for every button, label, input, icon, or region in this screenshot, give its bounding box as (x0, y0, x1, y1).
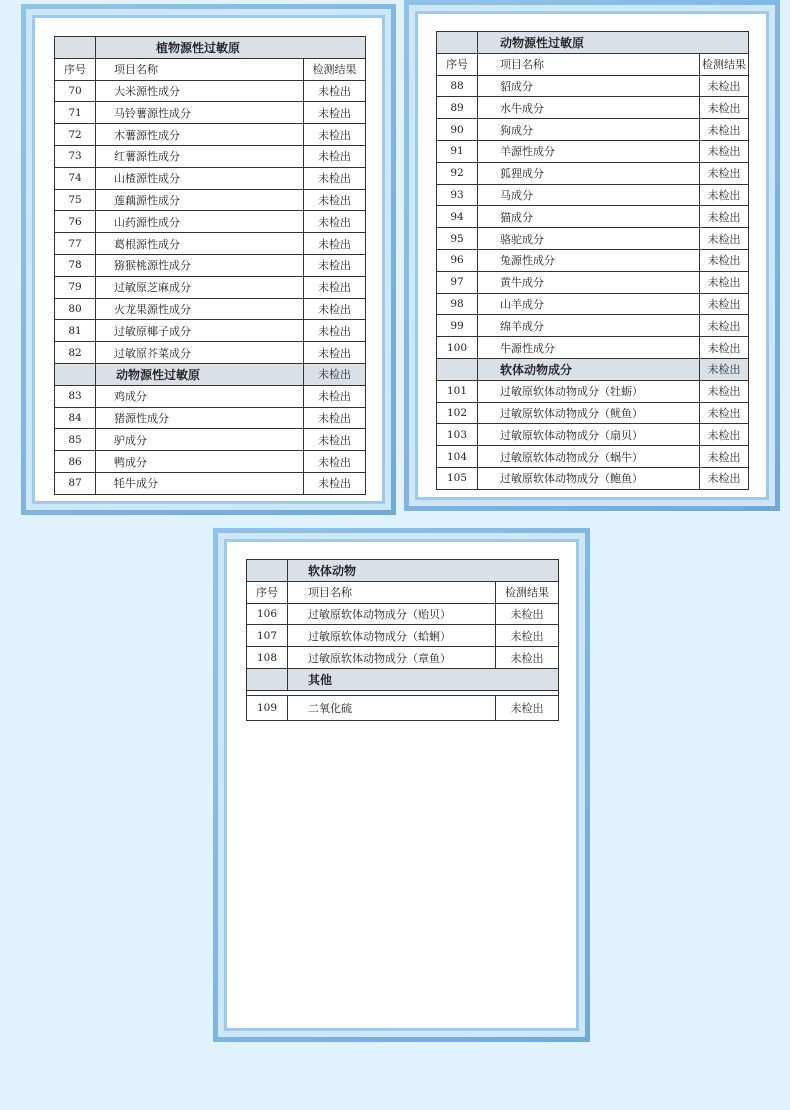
report-panel-2 (404, 0, 780, 511)
column-header-row (247, 581, 559, 603)
column-header-row (55, 58, 366, 80)
allergen-table-3 (246, 559, 559, 721)
table-row (437, 467, 749, 489)
section-header (247, 668, 559, 690)
row-item-name: 山药源性成分 (96, 211, 304, 233)
row-number: 83 (55, 385, 96, 407)
row-number: 99 (437, 315, 478, 337)
row-result: 未检出 (700, 402, 749, 424)
section-result: 未检出 (304, 363, 366, 385)
row-item-name: 水牛成分 (478, 97, 700, 119)
section-header (247, 560, 559, 582)
row-result: 未检出 (304, 102, 366, 124)
table-row (55, 451, 366, 473)
section-title: 动物源性过敏原 (96, 363, 304, 385)
row-result: 未检出 (700, 228, 749, 250)
row-item-name: 过敏原软体动物成分（蜗牛） (478, 446, 700, 468)
row-number: 95 (437, 228, 478, 250)
row-number: 105 (437, 467, 478, 489)
section-header (437, 32, 749, 54)
row-number: 107 (247, 625, 288, 647)
row-result: 未检出 (304, 80, 366, 102)
table-row (55, 320, 366, 342)
row-item-name: 莲藕源性成分 (96, 189, 304, 211)
col-header-no: 序号 (247, 581, 288, 603)
col-header-result: 检测结果 (700, 53, 749, 75)
row-item-name: 木薯源性成分 (96, 124, 304, 146)
table-row (437, 75, 749, 97)
row-number: 70 (55, 80, 96, 102)
row-number: 77 (55, 233, 96, 255)
row-item-name: 马铃薯源性成分 (96, 102, 304, 124)
table-row (55, 385, 366, 407)
allergen-table-2 (436, 31, 749, 490)
row-number: 109 (247, 695, 288, 720)
section-header (55, 363, 366, 385)
row-number: 87 (55, 472, 96, 494)
row-item-name: 猪源性成分 (96, 407, 304, 429)
row-number: 86 (55, 451, 96, 473)
row-result: 未检出 (304, 451, 366, 473)
row-number: 85 (55, 429, 96, 451)
row-item-name: 二氧化硫 (288, 695, 496, 720)
table-row (55, 407, 366, 429)
row-result: 未检出 (304, 167, 366, 189)
row-result: 未检出 (700, 424, 749, 446)
table-row (437, 206, 749, 228)
row-result: 未检出 (496, 625, 559, 647)
row-number: 78 (55, 254, 96, 276)
row-result: 未检出 (700, 337, 749, 359)
row-item-name: 过敏原软体动物成分（章鱼） (288, 647, 496, 669)
row-result: 未检出 (700, 162, 749, 184)
table-row (55, 429, 366, 451)
row-item-name: 貂成分 (478, 75, 700, 97)
table-row (437, 140, 749, 162)
row-number: 88 (437, 75, 478, 97)
table-row (55, 298, 366, 320)
row-number: 104 (437, 446, 478, 468)
row-number: 100 (437, 337, 478, 359)
row-result: 未检出 (304, 233, 366, 255)
table-row (55, 342, 366, 364)
row-number: 98 (437, 293, 478, 315)
row-item-name: 过敏原软体动物成分（鱿鱼） (478, 402, 700, 424)
allergen-table-1 (54, 36, 366, 495)
row-number: 84 (55, 407, 96, 429)
row-item-name: 过敏原软体动物成分（蛤蜊） (288, 625, 496, 647)
table-row (437, 228, 749, 250)
table-row (55, 276, 366, 298)
row-item-name: 狐狸成分 (478, 162, 700, 184)
row-number: 80 (55, 298, 96, 320)
row-result: 未检出 (700, 75, 749, 97)
row-result: 未检出 (304, 145, 366, 167)
table-row (247, 625, 559, 647)
row-number: 73 (55, 145, 96, 167)
row-result: 未检出 (700, 446, 749, 468)
table-row (55, 145, 366, 167)
row-result: 未检出 (304, 472, 366, 494)
row-result: 未检出 (700, 249, 749, 271)
row-result: 未检出 (700, 97, 749, 119)
row-number: 90 (437, 119, 478, 141)
section-header (437, 358, 749, 380)
row-result: 未检出 (304, 385, 366, 407)
row-number: 71 (55, 102, 96, 124)
table-row (437, 249, 749, 271)
row-number: 97 (437, 271, 478, 293)
row-item-name: 牛源性成分 (478, 337, 700, 359)
row-item-name: 葛根源性成分 (96, 233, 304, 255)
row-number: 74 (55, 167, 96, 189)
row-item-name: 过敏原软体动物成分（贻贝） (288, 603, 496, 625)
table-row (247, 603, 559, 625)
row-number: 89 (437, 97, 478, 119)
table-row (437, 271, 749, 293)
table-row (55, 80, 366, 102)
row-item-name: 兔源性成分 (478, 249, 700, 271)
row-item-name: 过敏原芝麻成分 (96, 276, 304, 298)
row-item-name: 大米源性成分 (96, 80, 304, 102)
row-item-name: 驴成分 (96, 429, 304, 451)
row-number: 75 (55, 189, 96, 211)
row-item-name: 山羊成分 (478, 293, 700, 315)
row-number: 102 (437, 402, 478, 424)
row-item-name: 山楂源性成分 (96, 167, 304, 189)
row-item-name: 猕猴桃源性成分 (96, 254, 304, 276)
row-item-name: 过敏原椰子成分 (96, 320, 304, 342)
row-result: 未检出 (304, 211, 366, 233)
report-panel-1 (21, 4, 396, 515)
row-result: 未检出 (700, 380, 749, 402)
row-number: 76 (55, 211, 96, 233)
row-result: 未检出 (304, 276, 366, 298)
col-header-result: 检测结果 (304, 58, 366, 80)
row-result: 未检出 (304, 320, 366, 342)
row-number: 82 (55, 342, 96, 364)
row-item-name: 绵羊成分 (478, 315, 700, 337)
row-number: 94 (437, 206, 478, 228)
table-row (437, 424, 749, 446)
row-result: 未检出 (700, 315, 749, 337)
table-row (437, 315, 749, 337)
table-row (437, 162, 749, 184)
section-title: 动物源性过敏原 (478, 32, 749, 54)
table-row (55, 472, 366, 494)
row-result: 未检出 (304, 342, 366, 364)
table-row (437, 402, 749, 424)
row-number: 106 (247, 603, 288, 625)
col-header-no: 序号 (437, 53, 478, 75)
col-header-name: 项目名称 (96, 58, 304, 80)
table-row (55, 124, 366, 146)
section-title: 植物源性过敏原 (96, 37, 366, 59)
table-row (55, 233, 366, 255)
table-row (437, 337, 749, 359)
row-result: 未检出 (700, 271, 749, 293)
row-item-name: 鸭成分 (96, 451, 304, 473)
row-result: 未检出 (304, 298, 366, 320)
row-item-name: 过敏原软体动物成分（鲍鱼） (478, 467, 700, 489)
table-row (247, 647, 559, 669)
row-item-name: 羊源性成分 (478, 140, 700, 162)
table-row (247, 695, 559, 720)
row-item-name: 猫成分 (478, 206, 700, 228)
row-number: 91 (437, 140, 478, 162)
row-result: 未检出 (304, 124, 366, 146)
table-row (55, 254, 366, 276)
row-item-name: 狗成分 (478, 119, 700, 141)
table-row (55, 167, 366, 189)
row-result: 未检出 (700, 293, 749, 315)
col-header-name: 项目名称 (478, 53, 700, 75)
row-item-name: 过敏原芥菜成分 (96, 342, 304, 364)
table-row (437, 293, 749, 315)
row-result: 未检出 (700, 119, 749, 141)
row-item-name: 牦牛成分 (96, 472, 304, 494)
row-result: 未检出 (496, 695, 559, 720)
table-row (55, 211, 366, 233)
row-result: 未检出 (700, 467, 749, 489)
table-row (437, 380, 749, 402)
row-item-name: 鸡成分 (96, 385, 304, 407)
row-item-name: 黄牛成分 (478, 271, 700, 293)
column-header-row (437, 53, 749, 75)
report-panel-3 (213, 528, 590, 1042)
section-title: 软体动物成分 (478, 358, 700, 380)
table-row (437, 184, 749, 206)
section-result: 未检出 (700, 358, 749, 380)
row-number: 92 (437, 162, 478, 184)
row-item-name: 骆驼成分 (478, 228, 700, 250)
table-row (437, 446, 749, 468)
section-title: 软体动物 (288, 560, 559, 582)
row-number: 79 (55, 276, 96, 298)
row-number: 101 (437, 380, 478, 402)
row-result: 未检出 (304, 429, 366, 451)
row-result: 未检出 (496, 647, 559, 669)
row-result: 未检出 (304, 189, 366, 211)
row-result: 未检出 (700, 140, 749, 162)
row-item-name: 过敏原软体动物成分（牡蛎） (478, 380, 700, 402)
row-number: 93 (437, 184, 478, 206)
table-row (437, 119, 749, 141)
row-result: 未检出 (700, 206, 749, 228)
row-result: 未检出 (700, 184, 749, 206)
row-item-name: 红薯源性成分 (96, 145, 304, 167)
row-number: 103 (437, 424, 478, 446)
row-number: 108 (247, 647, 288, 669)
col-header-result: 检测结果 (496, 581, 559, 603)
section-header (55, 37, 366, 59)
col-header-no: 序号 (55, 58, 96, 80)
row-number: 96 (437, 249, 478, 271)
section-title: 其他 (288, 668, 559, 690)
row-result: 未检出 (304, 254, 366, 276)
row-result: 未检出 (304, 407, 366, 429)
row-item-name: 过敏原软体动物成分（扇贝） (478, 424, 700, 446)
table-row (55, 189, 366, 211)
row-number: 81 (55, 320, 96, 342)
row-result: 未检出 (496, 603, 559, 625)
row-item-name: 火龙果源性成分 (96, 298, 304, 320)
col-header-name: 项目名称 (288, 581, 496, 603)
row-number: 72 (55, 124, 96, 146)
row-item-name: 马成分 (478, 184, 700, 206)
table-row (55, 102, 366, 124)
table-row (437, 97, 749, 119)
